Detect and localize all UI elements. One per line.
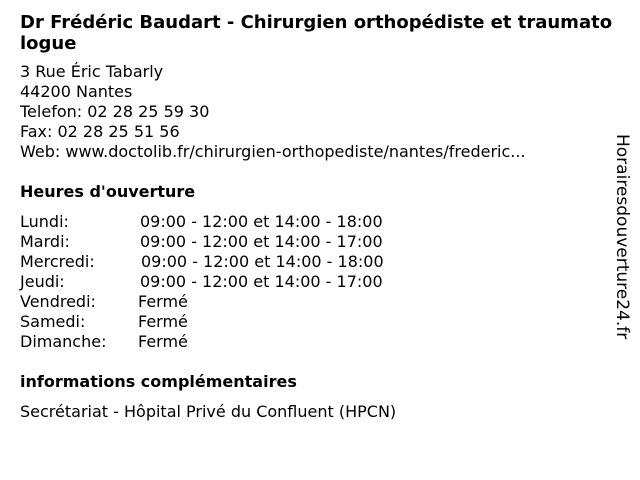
page-title: Dr Frédéric Baudart - Chirurgien orthopédiste et traumatologue [20,12,613,54]
hours-row-monday [20,212,615,232]
hours-value: Fermé [138,312,188,331]
fax-number: Fax: 02 28 25 51 56 [20,122,180,141]
hours-row-friday [20,292,615,312]
day-label: Dimanche: [20,332,107,351]
site-watermark: Horairesdouverture24.fr [612,134,632,340]
hours-row-sunday [20,332,615,352]
hours-value: 09:00 - 12:00 et 14:00 - 18:00 [140,212,383,231]
address-block [20,62,615,162]
hours-row-tuesday [20,232,615,252]
hours-row-wednesday [20,252,615,272]
opening-hours-heading: Heures d'ouverture [20,182,196,201]
street-address: 3 Rue Éric Tabarly [20,62,164,81]
hours-value: 09:00 - 12:00 et 14:00 - 17:00 [140,232,383,251]
hours-row-thursday [20,272,615,292]
city-postcode: 44200 Nantes [20,82,133,101]
additional-info-text: Secrétariat - Hôpital Privé du Confluent (HPCN) [20,402,397,421]
opening-hours-table [20,212,615,352]
website-link[interactable]: Web: www.doctolib.fr/chirurgien-orthopediste/nantes/frederic... [20,142,526,161]
hours-value: Fermé [138,292,188,311]
hours-value: Fermé [138,332,188,351]
day-label: Samedi: [20,312,86,331]
day-label: Vendredi: [20,292,96,311]
phone-number[interactable]: Telefon: 02 28 25 59 30 [20,102,210,121]
hours-value: 09:00 - 12:00 et 14:00 - 17:00 [140,272,383,291]
day-label: Mardi: [20,232,70,251]
day-label: Mercredi: [20,252,95,271]
hours-row-saturday [20,312,615,332]
hours-value: 09:00 - 12:00 et 14:00 - 18:00 [141,252,384,271]
day-label: Lundi: [20,212,69,231]
business-card [20,12,615,422]
additional-info-heading: informations complémentaires [20,372,297,391]
day-label: Jeudi: [20,272,65,291]
